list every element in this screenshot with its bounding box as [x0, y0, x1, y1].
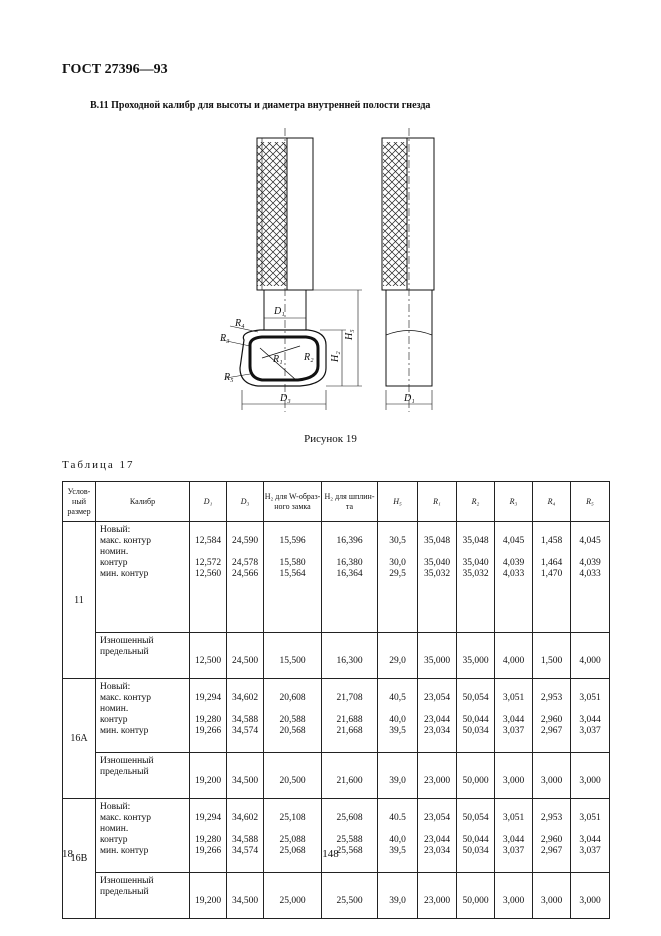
value-cell: 3,000 [571, 753, 610, 799]
value-cell: 35,000 [418, 633, 457, 679]
value-cell: 25,608 25,588 25,568 [322, 799, 378, 873]
value-cell: 1,500 [533, 633, 571, 679]
value-cell: 3,051 3,044 3,037 [571, 799, 610, 873]
header-h5: H₅ [378, 482, 418, 522]
label-r1: R₁ [273, 354, 283, 365]
gauge-drawing [0, 0, 661, 430]
header-r5: R₅ [571, 482, 610, 522]
table-header [63, 482, 610, 522]
value-cell: 23,054 23,044 23,034 [418, 799, 457, 873]
value-cell: 21,600 [322, 753, 378, 799]
value-cell: 50,000 [457, 753, 495, 799]
value-cell: 25,108 25,088 25,068 [264, 799, 322, 873]
value-cell: 35,000 [457, 633, 495, 679]
value-cell: 2,953 2,960 2,967 [533, 799, 571, 873]
value-cell: 25,000 [264, 873, 322, 919]
value-cell: 30,5 30,0 29,5 [378, 522, 418, 633]
value-cell: 40,5 40,0 39,5 [378, 679, 418, 753]
value-cell: 39,0 [378, 753, 418, 799]
table-row [63, 873, 610, 919]
gauge-new-label: Новый: макс. контур номин. контур мин. контур [96, 799, 190, 873]
value-cell: 23,000 [418, 873, 457, 919]
value-cell: 3,051 3,044 3,037 [495, 799, 533, 873]
section-heading: В.11 Проходной калибр для высоты и диаметра внутренней полости гнезда [90, 100, 431, 111]
value-cell: 21,708 21,688 21,668 [322, 679, 378, 753]
value-cell: 25,500 [322, 873, 378, 919]
value-cell: 35,048 35,040 35,032 [457, 522, 495, 633]
value-cell: 3,000 [495, 873, 533, 919]
table-row [63, 633, 610, 679]
size-cell: 16A [63, 679, 96, 799]
label-r5: R₅ [224, 372, 234, 383]
value-cell: 20,500 [264, 753, 322, 799]
value-cell: 1,458 1,464 1,470 [533, 522, 571, 633]
header-gauge: Калибр [96, 482, 190, 522]
header-d3: D₃ [227, 482, 264, 522]
label-h2: H₂ [330, 351, 341, 362]
header-size: Услов-ный размер [63, 482, 96, 522]
value-cell: 23,054 23,044 23,034 [418, 679, 457, 753]
value-cell: 15,500 [264, 633, 322, 679]
value-cell: 34,602 34,588 34,574 [227, 799, 264, 873]
value-cell: 19,294 19,280 19,266 [190, 799, 227, 873]
value-cell: 24,500 [227, 633, 264, 679]
label-d1: D₁ [274, 306, 285, 317]
label-d1-side: D₁ [404, 393, 415, 404]
label-r3: R₃ [220, 333, 230, 344]
header-r4: R₄ [533, 482, 571, 522]
value-cell: 16,396 16,380 16,364 [322, 522, 378, 633]
value-cell: 50,054 50,044 50,034 [457, 799, 495, 873]
value-cell: 50,054 50,044 50,034 [457, 679, 495, 753]
value-cell: 20,608 20,588 20,568 [264, 679, 322, 753]
table-row [63, 753, 610, 799]
gauge-worn-label: Изношенный предельный [96, 633, 190, 679]
value-cell: 12,500 [190, 633, 227, 679]
header-h2w: H₂ для W-образ-ного замка [264, 482, 322, 522]
header-d1: D₁ [190, 482, 227, 522]
value-cell: 12,584 12,572 12,560 [190, 522, 227, 633]
gauge-worn-label: Изношенный предельный [96, 873, 190, 919]
header-r3: R₃ [495, 482, 533, 522]
value-cell: 29,0 [378, 633, 418, 679]
header-h2s: H₂ для шплин-та [322, 482, 378, 522]
value-cell: 4,045 4,039 4,033 [495, 522, 533, 633]
value-cell: 34,602 34,588 34,574 [227, 679, 264, 753]
value-cell: 3,000 [495, 753, 533, 799]
value-cell: 3,051 3,044 3,037 [495, 679, 533, 753]
page-number-left: 18 [62, 848, 73, 860]
figure-caption: Рисунок 19 [304, 433, 357, 445]
value-cell: 40.5 40,0 39,5 [378, 799, 418, 873]
value-cell: 34,500 [227, 873, 264, 919]
label-d3: D₃ [280, 393, 291, 404]
size-cell: 16B [63, 799, 96, 919]
table-row [63, 679, 610, 753]
side-view [382, 128, 434, 412]
value-cell: 39,0 [378, 873, 418, 919]
value-cell: 19,294 19,280 19,266 [190, 679, 227, 753]
value-cell: 23,000 [418, 753, 457, 799]
gauge-new-label: Новый: макс. контур номин. контур мин. контур [96, 679, 190, 753]
value-cell: 19,200 [190, 873, 227, 919]
label-h5: H₅ [344, 329, 355, 340]
value-cell: 35,048 35,040 35,032 [418, 522, 457, 633]
table-row [63, 799, 610, 873]
value-cell: 4,000 [495, 633, 533, 679]
value-cell: 16,300 [322, 633, 378, 679]
header-r1: R₁ [418, 482, 457, 522]
value-cell: 34,500 [227, 753, 264, 799]
front-view [222, 128, 362, 412]
size-cell: 11 [63, 522, 96, 679]
value-cell: 24,590 24,578 24,566 [227, 522, 264, 633]
page-number-center: 148 [322, 848, 339, 860]
value-cell: 19,200 [190, 753, 227, 799]
header-r2: R₂ [457, 482, 495, 522]
value-cell: 3,051 3,044 3,037 [571, 679, 610, 753]
label-r2: R₂ [304, 352, 314, 363]
value-cell: 50,000 [457, 873, 495, 919]
value-cell: 4,045 4,039 4,033 [571, 522, 610, 633]
gauge-worn-label: Изношенный предельный [96, 753, 190, 799]
standard-title: ГОСТ 27396—93 [62, 62, 168, 77]
table-label: Таблица 17 [62, 459, 135, 471]
table-row [63, 522, 610, 633]
value-cell: 3,000 [533, 753, 571, 799]
label-r4: R₄ [235, 318, 245, 329]
value-cell: 15,596 15,580 15,564 [264, 522, 322, 633]
value-cell: 2,953 2,960 2,967 [533, 679, 571, 753]
value-cell: 3,000 [533, 873, 571, 919]
value-cell: 3,000 [571, 873, 610, 919]
value-cell: 4,000 [571, 633, 610, 679]
gauge-new-label: Новый: макс. контур номин. контур мин. контур [96, 522, 190, 633]
